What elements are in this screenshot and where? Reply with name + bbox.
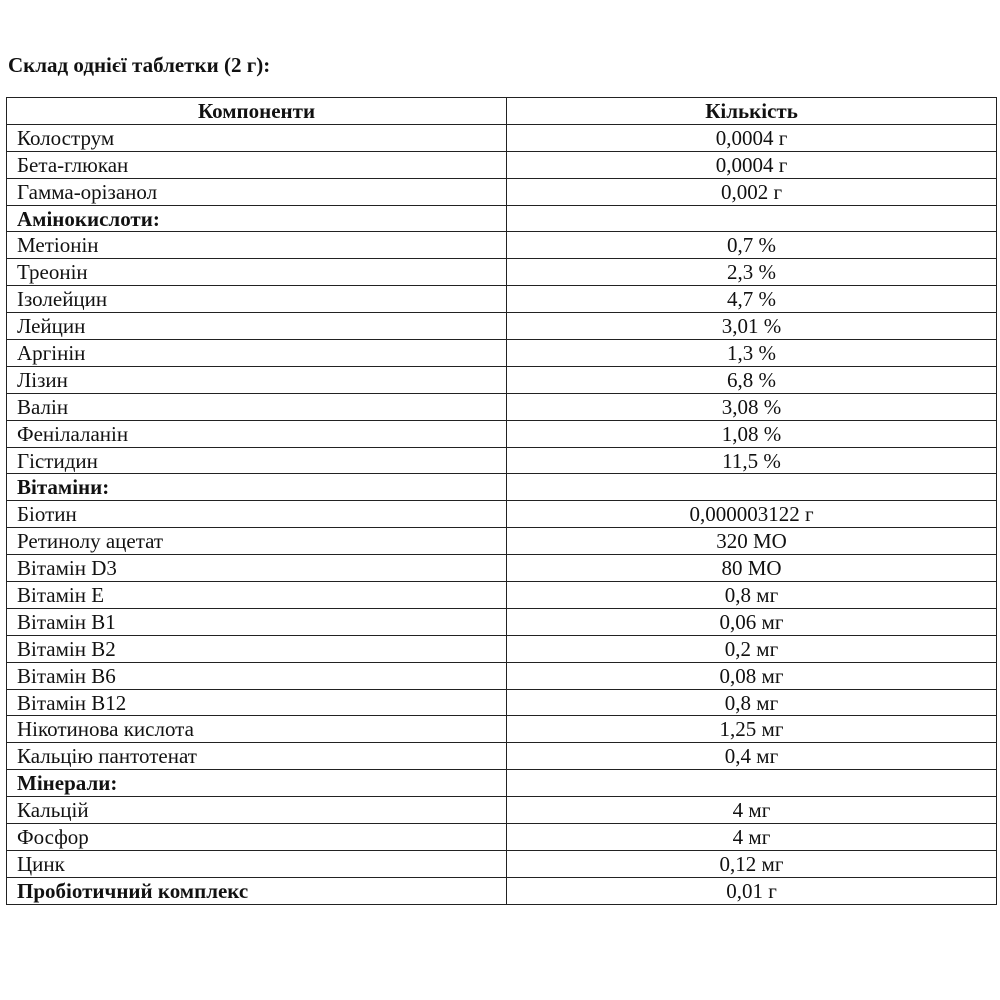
component-name: Бета-глюкан	[7, 151, 507, 178]
component-amount: 1,25 мг	[507, 716, 997, 743]
component-name: Ретинолу ацетат	[7, 528, 507, 555]
component-amount: 0,2 мг	[507, 635, 997, 662]
component-amount: 0,8 мг	[507, 689, 997, 716]
section-row	[7, 770, 997, 797]
component-amount: 3,01 %	[507, 313, 997, 340]
table-row	[7, 259, 997, 286]
component-name: Кальцій	[7, 797, 507, 824]
section-heading: Пробіотичний комплекс	[7, 877, 507, 904]
component-name: Валін	[7, 393, 507, 420]
component-name: Вітамін В6	[7, 662, 507, 689]
component-amount: 0,01 г	[507, 877, 997, 904]
component-amount: 11,5 %	[507, 447, 997, 474]
component-name: Колострум	[7, 124, 507, 151]
component-amount: 1,3 %	[507, 340, 997, 367]
component-name: Цинк	[7, 850, 507, 877]
table-row	[7, 555, 997, 582]
component-amount: 0,000003122 г	[507, 501, 997, 528]
component-amount: 0,4 мг	[507, 743, 997, 770]
component-amount: 0,7 %	[507, 232, 997, 259]
section-row	[7, 205, 997, 232]
document-title: Склад однієї таблетки (2 г):	[8, 53, 271, 77]
component-amount: 4 мг	[507, 797, 997, 824]
component-name: Лейцин	[7, 313, 507, 340]
table-row	[7, 393, 997, 420]
table-row	[7, 716, 997, 743]
component-amount: 0,8 мг	[507, 582, 997, 609]
column-header-components: Компоненти	[7, 98, 507, 125]
component-amount: 6,8 %	[507, 366, 997, 393]
component-name: Треонін	[7, 259, 507, 286]
component-amount: 4,7 %	[507, 286, 997, 313]
column-header-quantity: Кількість	[507, 98, 997, 125]
component-name: Вітамін Е	[7, 582, 507, 609]
component-name: Метіонін	[7, 232, 507, 259]
component-name: Аргінін	[7, 340, 507, 367]
section-heading: Амінокислоти:	[7, 205, 507, 232]
table-row	[7, 689, 997, 716]
table-row	[7, 635, 997, 662]
table-row	[7, 366, 997, 393]
component-name: Вітамін В12	[7, 689, 507, 716]
component-name: Фенілаланін	[7, 420, 507, 447]
table-row	[7, 232, 997, 259]
table-row	[7, 447, 997, 474]
table-row	[7, 824, 997, 851]
component-amount	[507, 205, 997, 232]
component-amount: 0,12 мг	[507, 850, 997, 877]
component-name: Нікотинова кислота	[7, 716, 507, 743]
section-row	[7, 474, 997, 501]
table-row	[7, 501, 997, 528]
table-row	[7, 743, 997, 770]
table-header	[7, 98, 997, 125]
table-row	[7, 124, 997, 151]
component-amount: 0,06 мг	[507, 608, 997, 635]
component-amount: 80 МО	[507, 555, 997, 582]
component-name: Гістидин	[7, 447, 507, 474]
component-name: Вітамін D3	[7, 555, 507, 582]
component-name: Біотин	[7, 501, 507, 528]
component-name: Гамма-орізанол	[7, 178, 507, 205]
component-name: Ізолейцин	[7, 286, 507, 313]
component-amount: 320 МО	[507, 528, 997, 555]
component-amount: 3,08 %	[507, 393, 997, 420]
composition-table	[6, 97, 997, 905]
component-amount: 0,0004 г	[507, 151, 997, 178]
component-amount	[507, 770, 997, 797]
table-body	[7, 124, 997, 904]
table-row	[7, 528, 997, 555]
section-heading: Вітаміни:	[7, 474, 507, 501]
component-name: Вітамін В1	[7, 608, 507, 635]
table-row	[7, 340, 997, 367]
table-row	[7, 662, 997, 689]
table-row	[7, 313, 997, 340]
table-row	[7, 286, 997, 313]
table-row	[7, 797, 997, 824]
table-row	[7, 850, 997, 877]
component-amount: 0,08 мг	[507, 662, 997, 689]
component-amount: 1,08 %	[507, 420, 997, 447]
table-row	[7, 420, 997, 447]
component-name: Кальцію пантотенат	[7, 743, 507, 770]
component-amount: 0,002 г	[507, 178, 997, 205]
section-heading: Мінерали:	[7, 770, 507, 797]
component-name: Фосфор	[7, 824, 507, 851]
table-row	[7, 608, 997, 635]
table-row	[7, 582, 997, 609]
component-amount: 2,3 %	[507, 259, 997, 286]
component-amount: 4 мг	[507, 824, 997, 851]
table-row	[7, 178, 997, 205]
component-name: Лізин	[7, 366, 507, 393]
component-name: Вітамін В2	[7, 635, 507, 662]
header-row	[7, 98, 997, 125]
section-row	[7, 877, 997, 904]
component-amount	[507, 474, 997, 501]
table-row	[7, 151, 997, 178]
component-amount: 0,0004 г	[507, 124, 997, 151]
